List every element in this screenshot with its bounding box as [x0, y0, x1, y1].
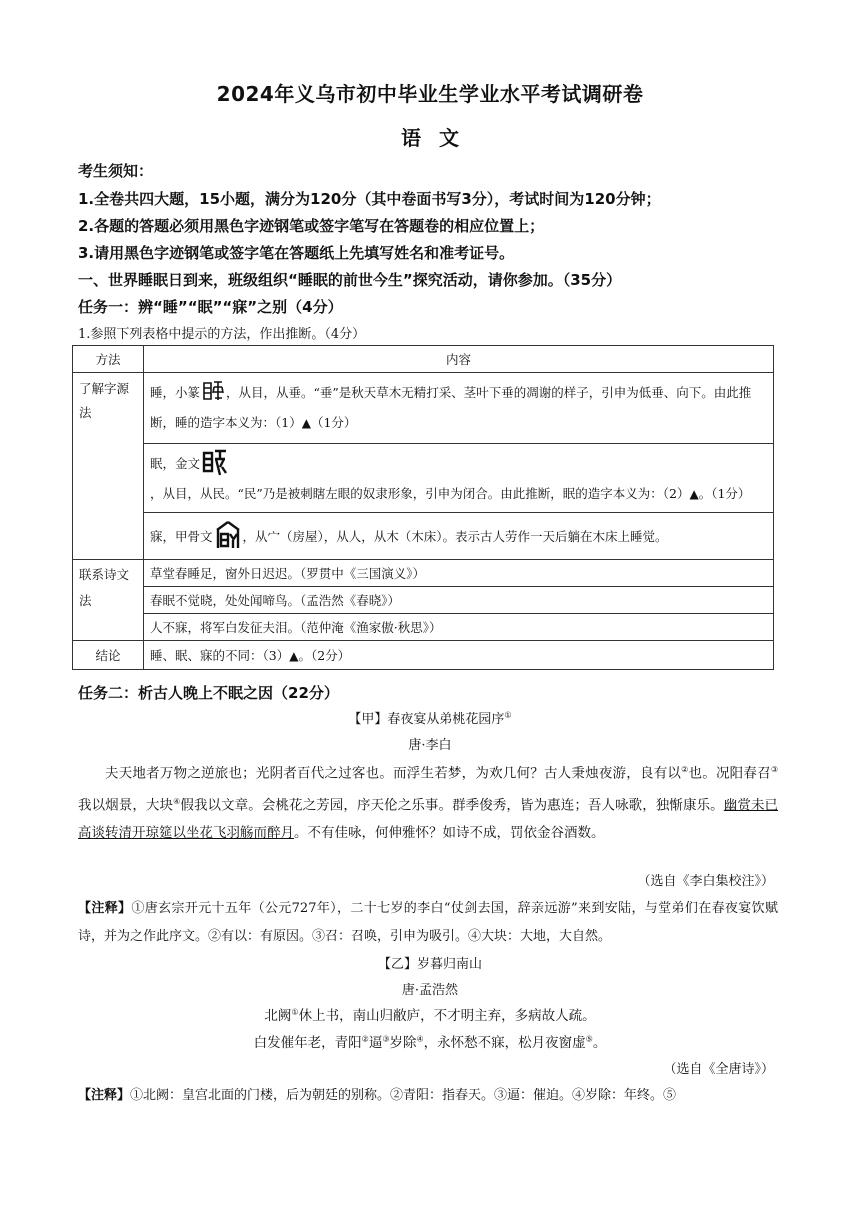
- table-row: [73, 444, 774, 513]
- text-jia-author: 唐·李白: [408, 738, 452, 753]
- text-jia-body: 夫天地者万物之逆旅也；光阴者百代之过客也。而浮生若梦，为欢几何？古人秉烛夜游，良有以②也。况阳春召③我以烟景，大块④假我以文章。会桃花之芳园，序天伦之乐事。群季俊秀，皆为惠连；吾人咏歌，独惭康乐。幽赏未已高谈转清开琼筵以坐花飞羽觞而醉月。不有佳咏，何伸雅怀？如诗不成，罚依金谷酒数。: [78, 765, 779, 841]
- notice-item-2: 2.各题的答题必须用黑色字迹钢笔或签字笔写在答题卷的相应位置上；: [78, 217, 545, 235]
- content-mian: 眠，金文，从目，从民。“民”乃是被刺瞎左眼的奴隶形象，引申为闭合。由此推断，眠的造字本义为：（2）▲。（1分）: [144, 444, 774, 513]
- text-yi-author: 唐·孟浩然: [401, 983, 459, 998]
- poem-2: 春眠不觉晓，处处闻啼鸟。（孟浩然《春晓》）: [144, 587, 774, 614]
- table-row: [73, 641, 774, 670]
- text-yi-source: （选自《全唐诗》）: [663, 1062, 774, 1077]
- table-row: [73, 560, 774, 587]
- table-row: [73, 587, 774, 614]
- text-jia-notes: 【注释】①唐玄宗开元十五年（公元727年），二十七岁的李白“仗剑去国，辞亲远游”来到安陆，与堂弟们在春夜宴饮赋诗，并为之作此序文。②有以：有原因。③召：召唤，引申为吸引。④大块：大地，大自然。: [78, 901, 778, 944]
- method-poetry: 联系诗文法: [73, 560, 144, 641]
- table-row: [73, 373, 774, 444]
- method-conclusion: 结论: [73, 641, 144, 670]
- content-shui: 睡，小篆 ，从目，从垂。“垂”是秋天草木无精打采、茎叶下垂的凋谢的样子，引申为低垂、向下。由此推断，睡的造字本义为：（1）▲（1分）: [144, 373, 774, 444]
- text-yi-line-1: 北阙①休上书，南山归敝庐，不才明主弃，多病故人疏。: [264, 1007, 596, 1024]
- oracle-bone-mei-icon: [215, 520, 241, 550]
- section-1-heading: 一、世界睡眠日到来，班级组织“睡眠的前世今生”探究活动，请你参加。（35分）: [78, 271, 622, 289]
- seal-script-shui-icon: [202, 379, 224, 403]
- content-mei: 寐，甲骨文 ，从宀（房屋），从人，从木（木床）。表示古人劳作一天后躺在木床上睡觉。: [144, 513, 774, 560]
- notice-heading: 考生须知：: [78, 162, 154, 180]
- method-table: [72, 345, 774, 670]
- task-1-heading: 任务一：辨“睡”“眠”“寐”之别（4分）: [78, 298, 343, 316]
- table-row: [73, 614, 774, 641]
- text-yi-title: 【乙】岁暮归南山: [377, 957, 482, 972]
- text-yi-notes: 【注释】①北阙：皇宫北面的门楼，后为朝廷的别称。②青阳：指春天。③逼：催迫。④岁除：年终。⑤: [78, 1088, 677, 1103]
- notice-item-3: 3.请用黑色字迹钢笔或签字笔在答题纸上先填写姓名和准考证号。: [78, 244, 515, 262]
- exam-subject: 语文: [401, 126, 477, 150]
- underlined-sentence: 幽赏未已高谈转清开琼筵以坐花飞羽觞而醉月: [78, 797, 779, 841]
- poem-1: 草堂春睡足，窗外日迟迟。（罗贯中《三国演义》）: [144, 560, 774, 587]
- table-header-row: [73, 346, 774, 373]
- header-method: 方法: [73, 346, 144, 373]
- question-1: 1.参照下列表格中提示的方法，作出推断。（4分）: [78, 327, 366, 342]
- method-etymology: 了解字源法: [73, 373, 144, 560]
- text-jia-title: 【甲】春夜宴从弟桃花园序①: [348, 710, 512, 727]
- conclusion: 睡、眠、寐的不同：（3）▲。（2分）: [144, 641, 774, 670]
- poem-3: 人不寐，将军白发征夫泪。（范仲淹《渔家傲·秋思》）: [144, 614, 774, 641]
- table-row: [73, 513, 774, 560]
- bronze-script-mian-icon: [202, 447, 228, 477]
- text-yi-line-2: 白发催年老，青阳②逼③岁除④，永怀愁不寐，松月夜窗虚⑤。: [253, 1034, 607, 1051]
- exam-title: 2024年义乌市初中毕业生学业水平考试调研卷: [216, 82, 644, 106]
- header-content: 内容: [144, 346, 774, 373]
- notice-item-1: 1.全卷共四大题，15小题，满分为120分（其中卷面书写3分），考试时间为120分钟；: [78, 190, 661, 208]
- text-jia-source: （选自《李白集校注》）: [637, 874, 774, 889]
- task-2-heading: 任务二：析古人晚上不眠之因（22分）: [78, 684, 339, 702]
